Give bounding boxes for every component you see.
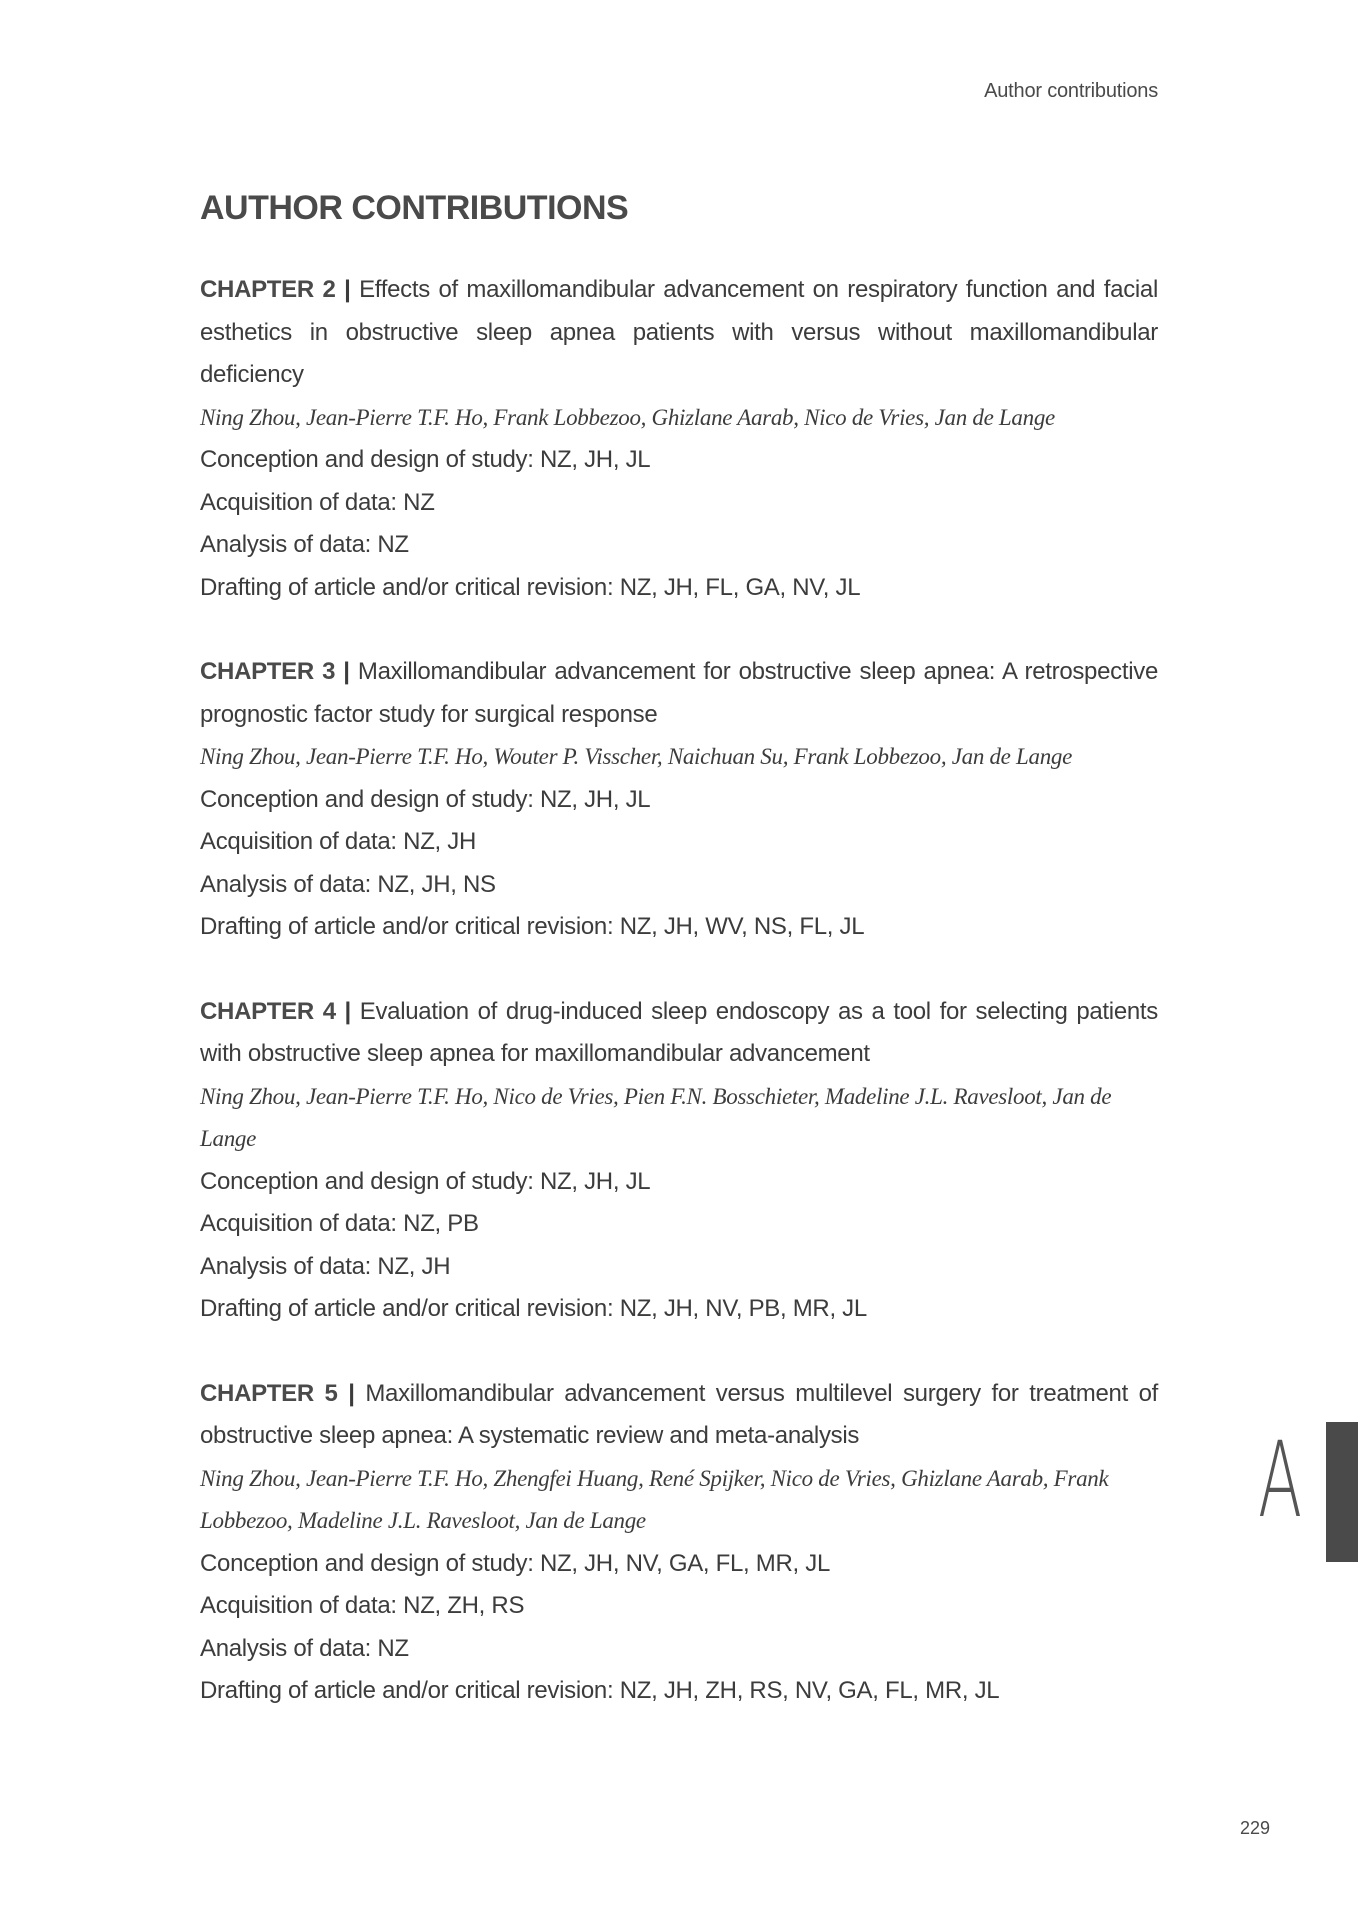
acquisition-line: Acquisition of data: NZ, JH — [200, 828, 477, 856]
conception-line: Conception and design of study: NZ, JH, NV, GA, FL, MR, JL — [200, 1549, 831, 1577]
chapter-title: Effects of maxillomandibular advancement on respiratory function and facial esthetics in obstructive sleep apnea patients with versus without maxillomandibular deficiency — [200, 276, 1159, 389]
drafting-line: Drafting of article and/or critical revision: NZ, JH, NV, PB, MR, JL — [200, 1295, 867, 1323]
chapter-separator: | — [343, 658, 350, 686]
chapter-section — [200, 651, 1158, 949]
chapter-label: CHAPTER 2 — [200, 276, 336, 304]
chapter-heading — [200, 651, 1158, 736]
chapter-authors: Ning Zhou, Jean-Pierre T.F. Ho, Wouter P. Visscher, Naichuan Su, Frank Lobbezoo, Jan de Lange — [200, 744, 1073, 770]
chapter-section — [200, 991, 1158, 1331]
chapter-authors: Ning Zhou, Jean-Pierre T.F. Ho, Nico de Vries, Pien F.N. Bosschieter, Madeline J.L. Ravesloot, Jan de Lange — [200, 1083, 1112, 1152]
analysis-line: Analysis of data: NZ, JH, NS — [200, 870, 496, 898]
chapter-heading — [200, 1373, 1158, 1458]
chapter-heading — [200, 269, 1158, 397]
chapter-separator: | — [348, 1379, 355, 1407]
acquisition-line: Acquisition of data: NZ, ZH, RS — [200, 1592, 525, 1620]
page-title: AUTHOR CONTRIBUTIONS — [200, 189, 629, 227]
main-content — [200, 190, 1158, 1755]
chapter-label: CHAPTER 4 — [200, 997, 336, 1025]
analysis-line: Analysis of data: NZ, JH — [200, 1252, 451, 1280]
conception-line: Conception and design of study: NZ, JH, JL — [200, 785, 651, 813]
drafting-line: Drafting of article and/or critical revision: NZ, JH, FL, GA, NV, JL — [200, 573, 861, 601]
analysis-line: Analysis of data: NZ — [200, 531, 409, 559]
chapter-heading — [200, 991, 1158, 1076]
acquisition-line: Acquisition of data: NZ — [200, 488, 435, 516]
chapter-authors: Ning Zhou, Jean-Pierre T.F. Ho, Zhengfei Huang, René Spijker, Nico de Vries, Ghizlane Aarab, Frank Lobbezoo, Madeline J.L. Ravesloot, Jan de Lange — [200, 1465, 1109, 1534]
drafting-line: Drafting of article and/or critical revision: NZ, JH, WV, NS, FL, JL — [200, 913, 865, 941]
section-tab-letter: A — [1258, 1419, 1303, 1541]
chapter-authors: Ning Zhou, Jean-Pierre T.F. Ho, Frank Lobbezoo, Ghizlane Aarab, Nico de Vries, Jan de Lange — [200, 404, 1055, 430]
acquisition-line: Acquisition of data: NZ, PB — [200, 1210, 479, 1238]
chapter-label: CHAPTER 3 — [200, 658, 336, 686]
chapter-title: Maxillomandibular advancement for obstructive sleep apnea: A retrospective prognostic factor study for surgical response — [200, 658, 1159, 728]
chapter-title: Maxillomandibular advancement versus multilevel surgery for treatment of obstructive sleep apnea: A systematic review and meta-analysis — [200, 1379, 1159, 1450]
chapter-separator: | — [344, 276, 351, 304]
conception-line: Conception and design of study: NZ, JH, JL — [200, 446, 651, 474]
chapter-section — [200, 1373, 1158, 1713]
drafting-line: Drafting of article and/or critical revision: NZ, JH, ZH, RS, NV, GA, FL, MR, JL — [200, 1677, 1000, 1705]
chapter-separator: | — [344, 997, 351, 1025]
chapter-title: Evaluation of drug-induced sleep endoscopy as a tool for selecting patients with obstructive sleep apnea for maxillomandibular advancement — [200, 997, 1158, 1068]
running-header: Author contributions — [984, 80, 1158, 102]
chapter-label: CHAPTER 5 — [200, 1379, 338, 1407]
analysis-line: Analysis of data: NZ — [200, 1634, 409, 1662]
conception-line: Conception and design of study: NZ, JH, JL — [200, 1167, 651, 1195]
section-tab-marker — [1326, 1422, 1358, 1562]
page-number: 229 — [1240, 1818, 1271, 1838]
chapter-section — [200, 269, 1158, 609]
